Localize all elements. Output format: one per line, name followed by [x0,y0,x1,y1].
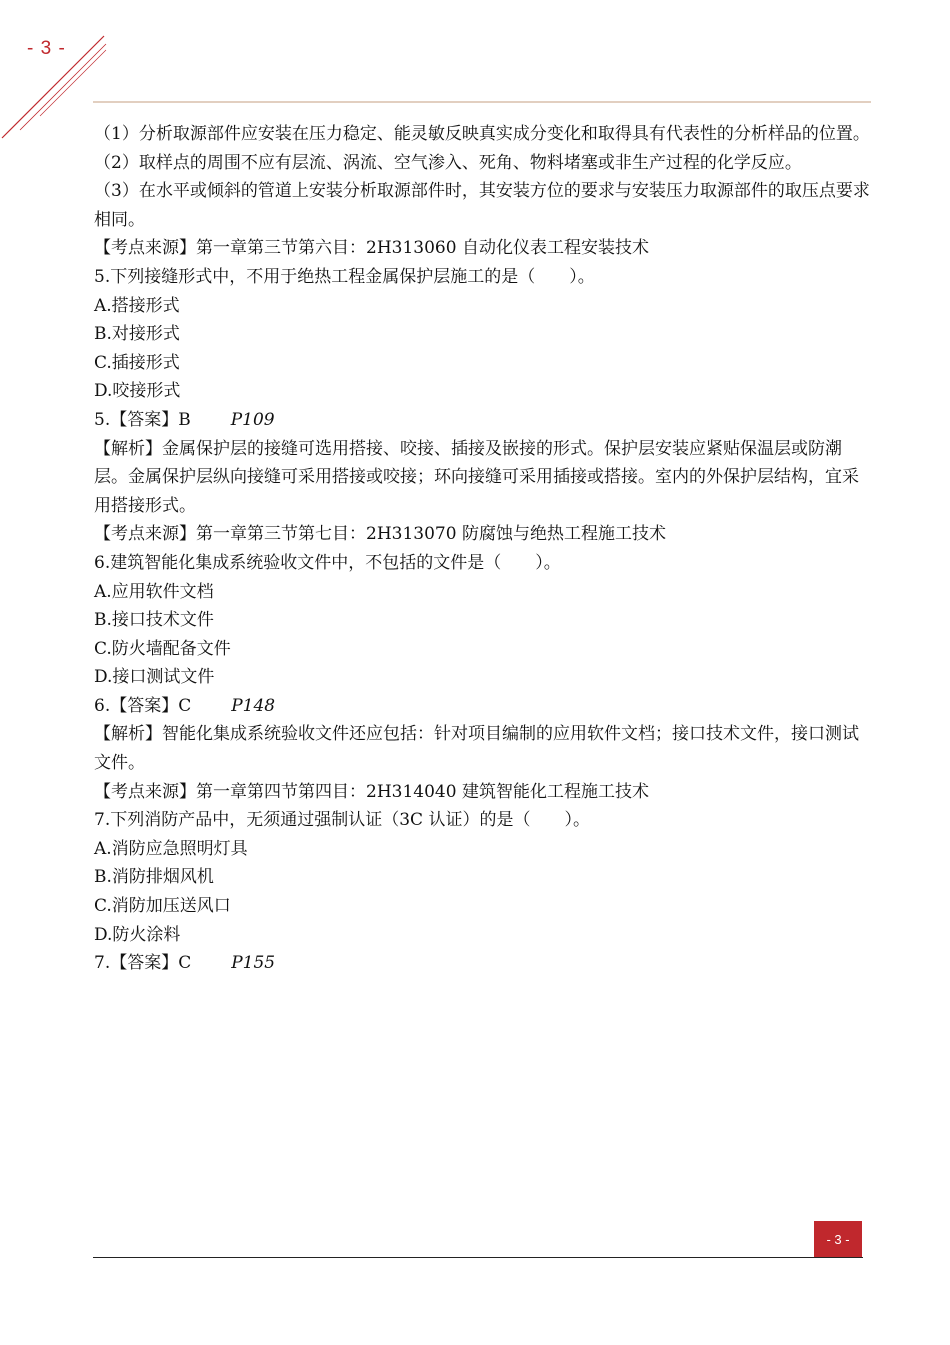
option-c: C.插接形式 [94,352,180,373]
option-d: D.防火涂料 [94,924,181,945]
question-6: 6.建筑智能化集成系统验收文件中，不包括的文件是（ ）。 [94,552,561,573]
option-a: A.搭接形式 [94,295,180,316]
option-c: C.消防加压送风口 [94,896,231,917]
option-b: B.接口技术文件 [94,610,214,631]
option-a: A.消防应急照明灯具 [94,838,248,859]
question-5: 5.下列接缝形式中，不用于绝热工程金属保护层施工的是（ ）。 [94,266,595,287]
answer-7 [94,949,874,978]
analysis: 【解析】金属保护层的接缝可选用搭接、咬接、插接及嵌接的形式。保护层安装应紧贴保温层或防潮层。金属保护层纵向接缝可采用搭接或咬接；环向接缝可采用插接或搭接。室内的外保护层结构，宜采用搭接形式。 [94,438,859,516]
source-note: 【考点来源】第一章第三节第七目：2H313070 防腐蚀与绝热工程施工技术 [94,524,666,545]
page-reference: P148 [231,695,276,716]
option-b: B.对接形式 [94,324,180,345]
answer-label: 7.【答案】C [94,953,192,974]
option-d: D.咬接形式 [94,381,181,402]
page-reference: P155 [231,953,276,974]
question-7: 7.下列消防产品中，无须通过强制认证（3C 认证）的是（ ）。 [94,810,590,831]
page-reference: P109 [230,409,275,430]
source-note: 【考点来源】第一章第四节第四目：2H314040 建筑智能化工程施工技术 [94,781,649,802]
option-a: A.应用软件文档 [94,581,214,602]
answer-label: 5.【答案】B [94,409,191,430]
header-divider [93,101,871,103]
header-page-number: - 3 - [27,38,66,59]
source-note: 【考点来源】第一章第三节第六目：2H313060 自动化仪表工程安装技术 [94,238,649,259]
text-line: （1）分析取源部件应安装在压力稳定、能灵敏反映真实成分变化和取得具有代表性的分析样品的位置。 [94,124,870,144]
analysis: 【解析】智能化集成系统验收文件还应包括：针对项目编制的应用软件文档；接口技术文件，接口测试文件。 [94,724,859,774]
option-b: B.消防排烟风机 [94,867,214,888]
footer-page-number: - 3 - [814,1221,862,1257]
option-d: D.接口测试文件 [94,667,215,688]
option-c: C.防火墙配备文件 [94,638,231,659]
text-line: （3）在水平或倾斜的管道上安装分析取源部件时，其安装方位的要求与安装压力取源部件的取压点要求相同。 [94,181,870,230]
answer-5 [94,406,874,435]
answer-label: 6.【答案】C [94,695,192,716]
document-body [94,120,874,978]
text-line: （2）取样点的周围不应有层流、涡流、空气渗入、死角、物料堵塞或非生产过程的化学反应。 [94,152,802,173]
footer-divider [93,1257,863,1258]
answer-6 [94,692,874,721]
